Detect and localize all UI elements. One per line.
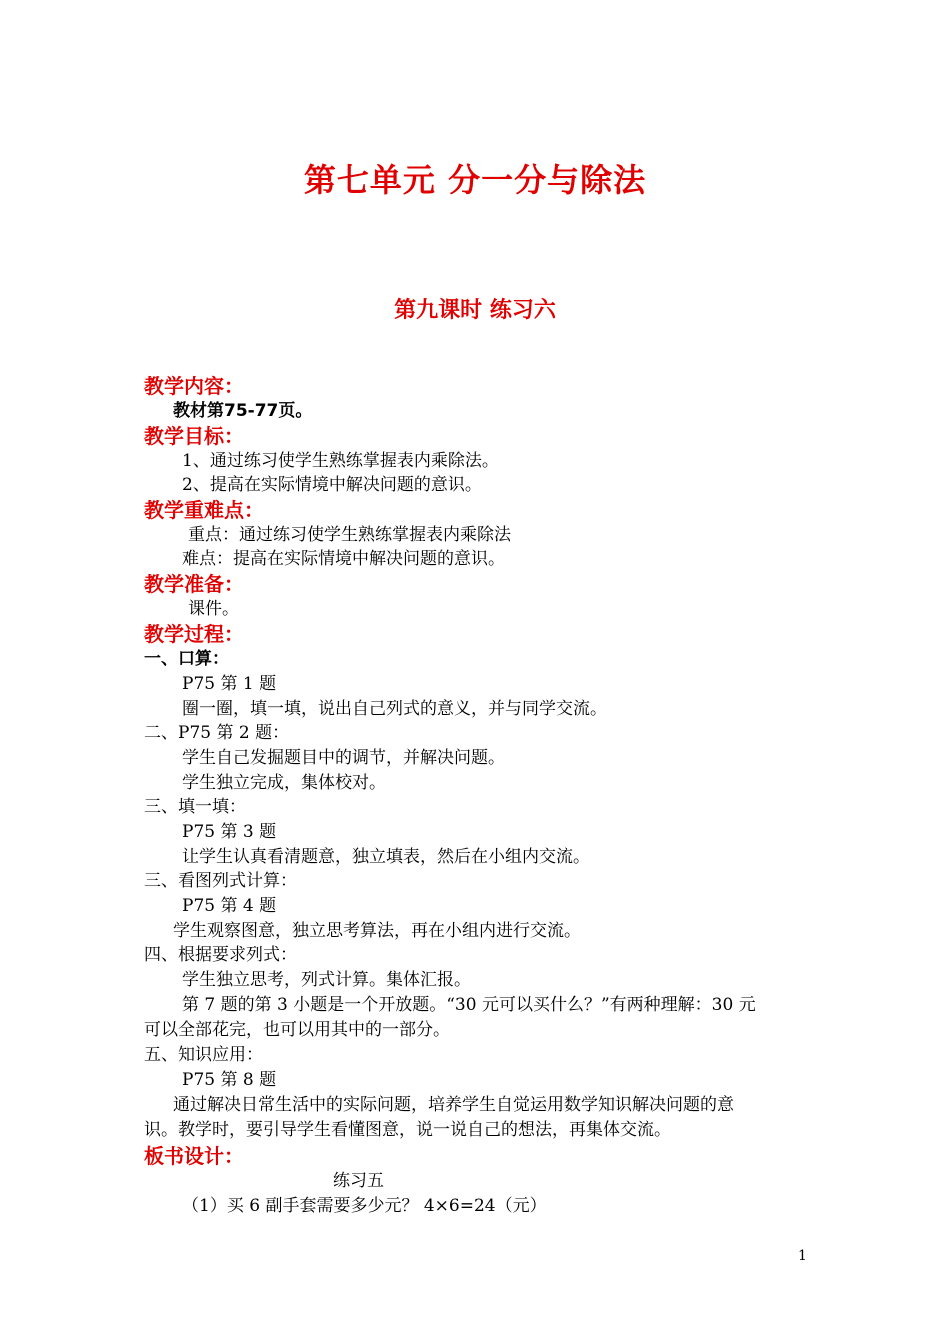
process-line: 圈一圈，填一填，说出自己列式的意义，并与同学交流。 <box>182 699 607 719</box>
board-line-1: （1）买 6 副手套需要多少元？ 4×6=24（元） <box>182 1196 547 1216</box>
prep-heading: 教学准备： <box>144 572 244 596</box>
process-line: 四、根据要求列式： <box>144 945 297 965</box>
process-line: 五、知识应用： <box>144 1045 263 1065</box>
prep-text: 课件。 <box>188 599 239 619</box>
difficult-point: 难点：提高在实际情境中解决问题的意识。 <box>182 549 505 569</box>
board-title: 练习五 <box>333 1171 384 1191</box>
goal-item-2: 2、提高在实际情境中解决问题的意识。 <box>182 475 482 495</box>
process-line: 学生观察图意，独立思考算法，再在小组内进行交流。 <box>173 921 581 941</box>
goal-item-1: 1、通过练习使学生熟练掌握表内乘除法。 <box>182 451 499 471</box>
process-line: 让学生认真看清题意，独立填表，然后在小组内交流。 <box>182 847 590 867</box>
process-line: 学生独立完成，集体校对。 <box>182 773 386 793</box>
process-line: 三、填一填： <box>144 797 246 817</box>
content-heading: 教学内容： <box>144 374 244 398</box>
process-line: P75 第 8 题 <box>182 1070 277 1090</box>
process-line: 识。教学时，要引导学生看懂图意，说一说自己的想法，再集体交流。 <box>144 1120 671 1140</box>
content-text: 教材第75-77页。 <box>173 401 313 421</box>
process-line: 第 7 题的第 3 小题是一个开放题。“30 元可以买什么？”有两种理解：30 元 <box>182 995 756 1015</box>
goals-heading: 教学目标： <box>144 424 244 448</box>
key-points-heading: 教学重难点： <box>144 498 264 522</box>
process-line: 一、口算： <box>144 649 229 669</box>
process-line: 学生独立思考，列式计算。集体汇报。 <box>182 970 471 990</box>
process-line: 三、看图列式计算： <box>144 871 297 891</box>
process-line: 二、P75 第 2 题： <box>144 723 290 743</box>
process-line: 学生自己发掘题目中的调节，并解决问题。 <box>182 748 505 768</box>
process-heading: 教学过程： <box>144 622 244 646</box>
unit-title: 第七单元 分一分与除法 <box>303 161 647 199</box>
process-line: P75 第 1 题 <box>182 674 277 694</box>
process-line: 通过解决日常生活中的实际问题，培养学生自觉运用数学知识解决问题的意 <box>173 1095 734 1115</box>
process-line: 可以全部花完，也可以用其中的一部分。 <box>144 1020 450 1040</box>
page-number: 1 <box>798 1248 807 1264</box>
process-line: P75 第 3 题 <box>182 822 277 842</box>
key-point: 重点：通过练习使学生熟练掌握表内乘除法 <box>188 525 511 545</box>
board-heading: 板书设计： <box>144 1144 244 1168</box>
process-line: P75 第 4 题 <box>182 896 277 916</box>
lesson-title: 第九课时 练习六 <box>394 298 556 323</box>
